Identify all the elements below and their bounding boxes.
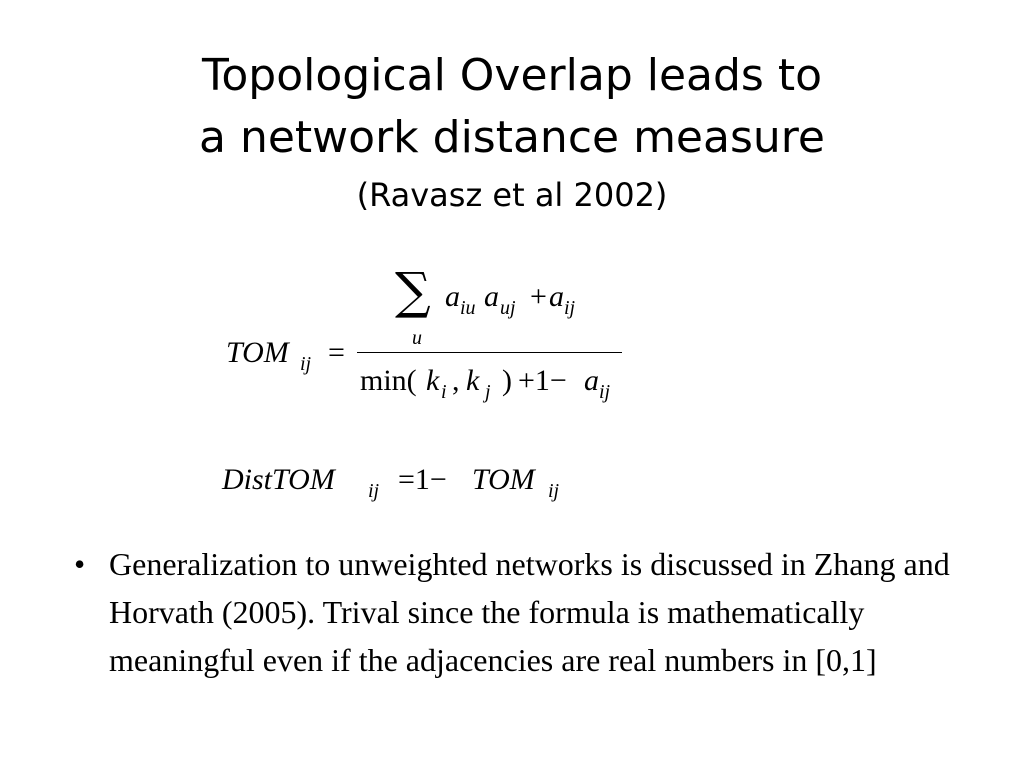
tom-lhs-subscript: ij: [300, 353, 312, 375]
den-k1: k: [426, 364, 440, 397]
slide-subtitle: (Ravasz et al 2002): [356, 176, 668, 214]
disttom-equals-one-minus: =1−: [398, 463, 447, 496]
den-comma: ,: [452, 364, 460, 397]
den-plus-one-minus: +1−: [518, 364, 567, 397]
den-a-subscript: ij: [599, 381, 611, 403]
disttom-lhs: DistTOM: [222, 463, 335, 496]
num-plus: +: [530, 280, 547, 313]
disttom-rhs-subscript: ij: [548, 480, 560, 502]
den-a: a: [584, 364, 599, 397]
den-k2: k: [466, 364, 480, 397]
den-min: min(: [360, 364, 417, 397]
num-a1: a: [445, 280, 460, 313]
num-a1-subscript: iu: [460, 297, 476, 319]
den-k1-subscript: i: [441, 381, 447, 403]
num-a3-subscript: ij: [564, 297, 576, 319]
tom-lhs: TOM: [226, 336, 289, 369]
den-close-paren: ): [502, 364, 512, 397]
tom-equals: =: [328, 336, 345, 369]
fraction-bar: [357, 352, 622, 353]
sum-symbol: ∑: [395, 262, 431, 320]
slide-title-line-1: Topological Overlap leads to: [201, 50, 823, 101]
disttom-lhs-subscript: ij: [368, 480, 380, 502]
disttom-rhs: TOM: [472, 463, 535, 496]
den-k2-subscript: j: [485, 381, 491, 403]
slide-title-line-2: a network distance measure: [199, 112, 825, 163]
num-a3: a: [549, 280, 564, 313]
num-a2: a: [484, 280, 499, 313]
bullet-text: Generalization to unweighted networks is discussed in Zhang and Horvath (2005). Trival since the formula is mathematically meaningful even if the adjacencies are real numbers in [0,1]: [109, 546, 950, 678]
bullet-marker: •: [74, 546, 86, 582]
sum-index: u: [412, 327, 422, 349]
num-a2-subscript: uj: [500, 297, 516, 319]
